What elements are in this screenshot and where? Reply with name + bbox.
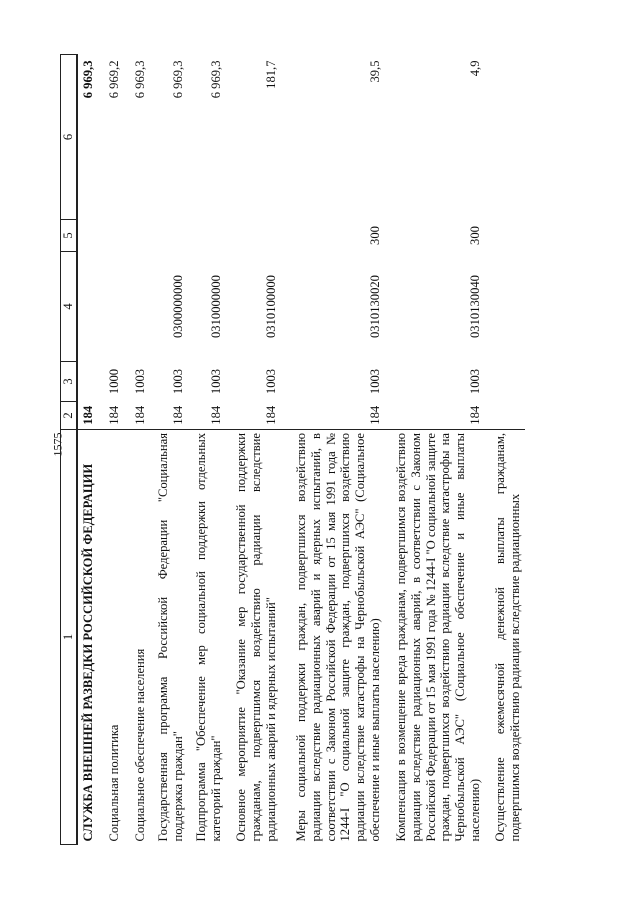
row-sum-cell: 6 969,3 [133, 60, 147, 99]
row-csr-cell: 0300000000 [171, 275, 185, 338]
row-sum-cell: 6 969,2 [107, 60, 121, 99]
header-col-1: 1 [61, 430, 77, 845]
row-vr-cell [188, 220, 226, 252]
header-col-2: 2 [61, 402, 77, 430]
header-col-6: 6 [61, 55, 77, 220]
row-vr-cell: 300 [468, 226, 482, 245]
row-sum-cell: 4,9 [468, 60, 482, 77]
table-row [188, 55, 226, 845]
row-csr-cell [124, 252, 150, 362]
table-row [281, 55, 385, 845]
row-csr-cell [485, 252, 525, 362]
budget-table [60, 54, 525, 845]
row-sum-cell: 6 969,3 [209, 60, 223, 99]
row-name-cell: СЛУЖБА ВНЕШНЕЙ РАЗВЕДКИ РОССИЙСКОЙ ФЕДЕРАЦИИ [81, 463, 95, 842]
rotated-page [60, 55, 640, 845]
row-name-cell: Государственная программа Российской Федерации "Социальная поддержка граждан" [156, 433, 185, 842]
row-ved-cell: 184 [385, 402, 485, 430]
table-row [150, 55, 188, 845]
row-csr-cell: 0310130040 [468, 275, 482, 338]
row-ved-cell: 184 [77, 402, 98, 430]
header-col-5: 5 [61, 220, 77, 252]
table-row [226, 55, 281, 845]
row-rz-cell: 1003 [368, 368, 382, 395]
row-ved-cell: 184 [188, 402, 226, 430]
row-sum-cell: 6 969,3 [81, 60, 95, 99]
row-sum-cell: 39,5 [368, 60, 382, 83]
row-vr-cell [124, 220, 150, 252]
row-rz-cell: 1003 [171, 368, 185, 395]
row-rz-cell: 1003 [133, 368, 147, 395]
row-name-cell: Подпрограмма "Обеспечение мер социальной поддержки отдельных категорий граждан" [194, 433, 223, 842]
table-row [385, 55, 485, 845]
row-rz-cell: 1003 [264, 368, 278, 395]
row-csr-cell [77, 252, 98, 362]
row-name-cell: Социальная политика [107, 724, 121, 842]
row-csr-cell [98, 252, 124, 362]
row-ved-cell: 184 [281, 402, 385, 430]
row-ved-cell: 184 [150, 402, 188, 430]
header-row [61, 55, 77, 845]
row-ved-cell: 184 [226, 402, 281, 430]
row-csr-cell: 0310000000 [209, 275, 223, 338]
row-vr-cell: 300 [368, 226, 382, 245]
row-name-cell: Социальное обеспечение населения [133, 648, 147, 842]
row-sum-cell [485, 55, 525, 220]
row-name-cell: Основное мероприятие "Оказание мер государственной поддержки гражданам, подвергшимся воздействию радиации вследствие радиационных аварий и ядерных испытаний" [234, 433, 278, 842]
row-rz-cell [485, 362, 525, 402]
row-rz-cell: 1003 [209, 368, 223, 395]
row-ved-cell [485, 402, 525, 430]
row-name-cell: Компенсация в возмещение вреда гражданам, подвергшимся воздействию радиации вследствие радиационных аварий, в соответствии с Законом Российской Федерации от 15 мая 1991 года № 1244-I "О социальной защите граждан, подвергшихся воздействию радиации вследствие катастрофы на Чернобыльской АЭС" (Социальное обеспечение и иные выплаты населению) [394, 433, 482, 842]
row-vr-cell [150, 220, 188, 252]
row-name-cell: Меры социальной поддержки граждан, подвергшихся воздействию радиации вследствие радиационных аварий и ядерных испытаний, в соответствии с Законом Российской Федерации от 15 мая 1991 года № 1244-I "О социальной защите граждан, подвергшихся воздействию радиации вследствие катастрофы на Чернобыльской АЭС" (Социальное обеспечение и иные выплаты населению) [294, 433, 382, 842]
row-ved-cell: 184 [98, 402, 124, 430]
row-ved-cell: 184 [124, 402, 150, 430]
row-csr-cell: 0310130020 [368, 275, 382, 338]
table-row [124, 55, 150, 845]
row-name-cell: Осуществление ежемесячной денежной выплаты гражданам, подвергшимся воздействию радиации вследствие радиационных [493, 433, 522, 842]
table-row [77, 55, 98, 845]
row-vr-cell [226, 220, 281, 252]
row-vr-cell [98, 220, 124, 252]
table-row [98, 55, 124, 845]
row-csr-cell: 0310100000 [264, 275, 278, 338]
row-sum-cell: 6 969,3 [171, 60, 185, 99]
row-vr-cell [77, 220, 98, 252]
header-col-3: 3 [61, 362, 77, 402]
row-vr-cell [485, 220, 525, 252]
row-rz-cell: 1000 [107, 368, 121, 395]
row-rz-cell: 1003 [468, 368, 482, 395]
table-body [77, 55, 525, 845]
header-col-4: 4 [61, 252, 77, 362]
row-sum-cell: 181,7 [264, 60, 278, 89]
table-row [485, 55, 525, 845]
page-number: 1575 [50, 432, 65, 457]
row-rz-cell [77, 362, 98, 402]
